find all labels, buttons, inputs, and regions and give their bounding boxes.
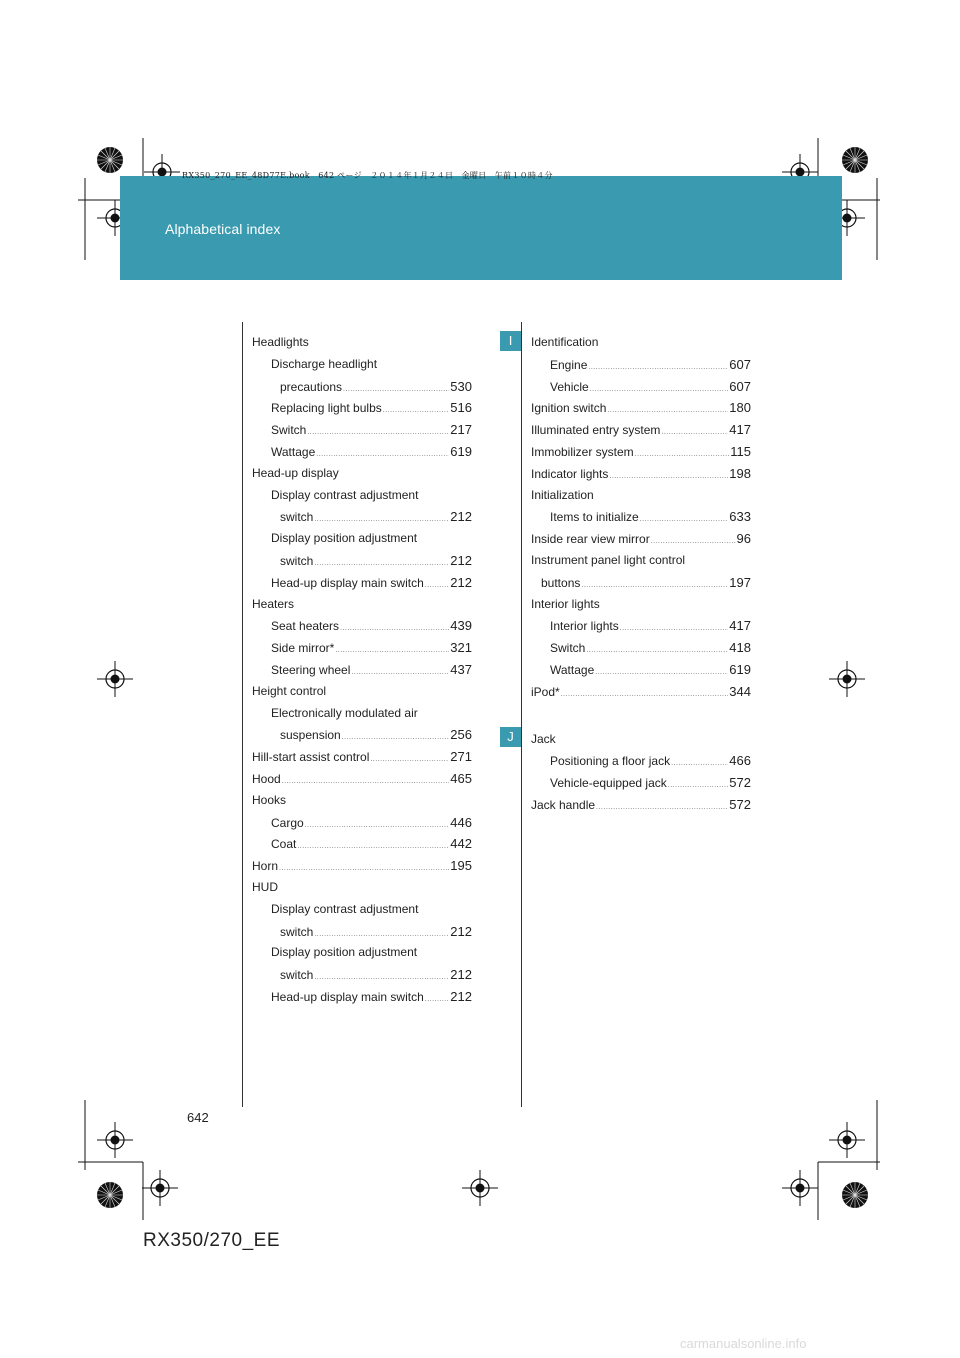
index-entry-page: 212 [450, 552, 472, 568]
index-entry-term: Hooks [252, 792, 287, 807]
index-entry [252, 921, 472, 943]
index-entry [531, 550, 751, 572]
index-entry-term: Items to initialize [550, 510, 639, 525]
index-entry-page: 212 [450, 574, 472, 590]
index-entry-term: Wattage [550, 662, 595, 677]
index-entry-term: switch [280, 510, 314, 525]
index-entry-page: 572 [729, 796, 751, 812]
index-entry-term: Side mirror* [271, 641, 335, 656]
index-entry-term: Jack handle [531, 797, 596, 812]
leader-dots [595, 662, 728, 684]
index-entry-term: Display position adjustment [271, 531, 418, 546]
index-entry-term: Electronically modulated air [271, 705, 418, 720]
index-entry-term: Jack [531, 731, 556, 746]
index-entry-page: 212 [450, 967, 472, 983]
leader-dots [561, 684, 729, 706]
index-entry-term: Head-up display main switch [271, 575, 424, 590]
index-entry [252, 877, 472, 899]
index-entry [531, 750, 751, 772]
index-entry-term: iPod* [531, 684, 560, 699]
leader-dots [635, 444, 730, 466]
index-entry-page: 619 [450, 443, 472, 459]
index-entry-term: Instrument panel light control [531, 552, 686, 567]
index-entry [531, 637, 751, 659]
index-entry-term: Indicator lights [531, 466, 609, 481]
index-entry-term: Positioning a floor jack [550, 754, 671, 769]
index-entry [531, 659, 751, 681]
index-entry-term: Replacing light bulbs [271, 401, 382, 416]
index-entry-term: switch [280, 553, 314, 568]
index-entry [252, 572, 472, 594]
index-entry-term: Head-up display main switch [271, 989, 424, 1004]
leader-dots [661, 422, 728, 444]
index-entry-term: Coat [271, 837, 297, 852]
index-group-j [531, 729, 751, 816]
index-entry-term: HUD [252, 879, 278, 894]
print-stamp: RX350_270_EE_48D77E.book 642 ページ ２０１４年１月２４日 金曜日 午前１０時４分 [182, 171, 553, 180]
index-entry-term: Height control [252, 683, 327, 698]
index-entry-page: 217 [450, 422, 472, 438]
letter-tab-j: J [500, 727, 521, 747]
index-entry-page: 516 [450, 400, 472, 416]
index-entry-term: Steering wheel [271, 662, 351, 677]
index-entry-page: 197 [729, 574, 751, 590]
index-entry-page: 465 [450, 770, 472, 786]
index-entry-term: Seat heaters [271, 619, 340, 634]
index-entry-page: 530 [450, 378, 472, 394]
index-entry-term: Hill-start assist control [252, 750, 370, 765]
watermark: carmanualsonline.info [680, 1336, 807, 1351]
index-entry-term: Immobilizer system [531, 444, 634, 459]
leader-dots [581, 575, 728, 597]
leader-dots [279, 858, 449, 880]
leader-dots [305, 815, 450, 837]
index-entry [531, 572, 751, 594]
index-entry [252, 812, 472, 834]
leader-dots [609, 466, 728, 488]
leader-dots [596, 797, 728, 819]
index-entry-term: Vehicle [550, 379, 589, 394]
index-entry-term: Headlights [252, 335, 309, 349]
index-entry [252, 528, 472, 550]
index-entry [531, 419, 751, 441]
index-entry [531, 794, 751, 816]
leader-dots [335, 640, 449, 662]
index-entry [252, 397, 472, 419]
index-entry [252, 768, 472, 790]
index-entry-term: Heaters [252, 596, 295, 611]
index-entry [252, 550, 472, 572]
leader-dots [383, 400, 450, 422]
index-entry-page: 572 [729, 775, 751, 791]
index-entry-term: Interior lights [550, 619, 619, 634]
index-entry [252, 855, 472, 877]
index-entry-page: 619 [729, 661, 751, 677]
index-entry [531, 376, 751, 398]
index-entry-term: buttons [541, 575, 581, 590]
index-entry-term: Initialization [531, 487, 594, 502]
index-entry-term: Switch [550, 641, 586, 656]
index-entry [252, 964, 472, 986]
leader-dots [340, 618, 449, 640]
leader-dots [425, 575, 450, 597]
leader-dots [282, 771, 450, 793]
index-entry [531, 485, 751, 507]
index-entry [252, 441, 472, 463]
index-column-left [252, 332, 472, 1008]
index-entry-term: Inside rear view mirror [531, 532, 650, 547]
index-entry-page: 417 [729, 618, 751, 634]
index-entry [252, 332, 472, 354]
leader-dots [297, 836, 449, 858]
index-entry [531, 463, 751, 485]
index-entry [252, 790, 472, 812]
index-entry-term: switch [280, 968, 314, 983]
index-entry [252, 506, 472, 528]
index-entry [252, 899, 472, 921]
index-entry-page: 271 [450, 749, 472, 765]
index-entry [531, 615, 751, 637]
index-entry [531, 332, 751, 354]
index-entry-term: Head-up display [252, 465, 339, 480]
index-entry-term: Ignition switch [531, 401, 607, 416]
leader-dots [351, 662, 449, 684]
index-entry-page: 180 [729, 400, 751, 416]
index-entry-term: switch [280, 924, 314, 939]
index-entry [531, 681, 751, 703]
index-entry [252, 681, 472, 703]
index-entry-term: Display contrast adjustment [271, 487, 419, 502]
column-rule-middle [521, 322, 522, 1107]
leader-dots [314, 967, 449, 989]
index-entry [531, 441, 751, 463]
leader-dots [314, 553, 449, 575]
group-spacer [531, 703, 751, 729]
index-entry-page: 344 [729, 683, 751, 699]
index-entry-page: 607 [729, 356, 751, 372]
leader-dots [607, 400, 728, 422]
index-entry-term: Wattage [271, 444, 316, 459]
leader-dots [425, 989, 450, 1011]
index-entry-page: 198 [729, 465, 751, 481]
column-rule-left [242, 322, 243, 1107]
index-entry-term: Interior lights [531, 596, 600, 611]
letter-tab-i: I [500, 331, 521, 351]
index-entry [252, 354, 472, 376]
section-title: Alphabetical index [165, 221, 281, 237]
index-entry [531, 506, 751, 528]
index-entry-page: 321 [450, 640, 472, 656]
index-entry [252, 419, 472, 441]
index-entry [252, 703, 472, 725]
leader-dots [586, 640, 728, 662]
leader-dots [342, 727, 450, 749]
index-entry [252, 463, 472, 485]
index-entry-page: 466 [729, 753, 751, 769]
index-entry-term: Display position adjustment [271, 945, 418, 960]
index-entry-term: Engine [550, 357, 588, 372]
leader-dots [640, 509, 729, 531]
index-entry-term: Illuminated entry system [531, 423, 661, 438]
index-entry [531, 354, 751, 376]
index-entry [531, 772, 751, 794]
book-code: RX350/270_EE [143, 1230, 280, 1251]
index-entry [252, 376, 472, 398]
index-entry-page: 437 [450, 661, 472, 677]
index-entry-term: Vehicle-equipped jack [550, 776, 667, 791]
index-entry-term: Display contrast adjustment [271, 901, 419, 916]
index-entry-term: Hood [252, 771, 281, 786]
index-entry [252, 986, 472, 1008]
index-entry-page: 256 [450, 727, 472, 743]
index-entry-term: suspension [280, 728, 341, 743]
leader-dots [343, 379, 449, 401]
index-entry-page: 96 [736, 531, 751, 547]
index-group-i [531, 332, 751, 703]
index-entry [252, 594, 472, 616]
index-entry-term: Discharge headlight [271, 356, 378, 371]
index-entry-term: precautions [280, 379, 343, 394]
index-entry-term: Cargo [271, 815, 304, 830]
leader-dots [370, 749, 449, 771]
index-entry-page: 212 [450, 509, 472, 525]
index-column-right [531, 332, 751, 816]
index-entry-page: 212 [450, 988, 472, 1004]
index-entry-page: 439 [450, 618, 472, 634]
index-entry-term: Horn [252, 859, 279, 874]
leader-dots [588, 357, 728, 379]
index-entry-page: 115 [730, 443, 751, 459]
leader-dots [671, 753, 728, 775]
index-entry-term: Switch [271, 423, 307, 438]
leader-dots [307, 422, 449, 444]
index-entry [252, 615, 472, 637]
index-entry-page: 607 [729, 378, 751, 394]
leader-dots [668, 775, 729, 797]
index-entry-page: 195 [450, 858, 472, 874]
index-entry [531, 528, 751, 550]
leader-dots [620, 618, 729, 640]
index-entry [252, 746, 472, 768]
leader-dots [590, 379, 729, 401]
index-entry [252, 833, 472, 855]
index-entry-page: 446 [450, 814, 472, 830]
index-entry [531, 397, 751, 419]
index-entry-page: 418 [729, 640, 751, 656]
index-entry-page: 212 [450, 923, 472, 939]
index-entry [252, 659, 472, 681]
page-number: 642 [187, 1110, 209, 1125]
index-entry [252, 637, 472, 659]
index-entry [531, 594, 751, 616]
index-entry [531, 729, 751, 751]
index-entry [252, 724, 472, 746]
index-entry-page: 417 [729, 422, 751, 438]
index-entry-term: Identification [531, 335, 599, 349]
index-entry-page: 633 [729, 509, 751, 525]
index-entry [252, 942, 472, 964]
index-entry [252, 485, 472, 507]
index-entry-page: 442 [450, 836, 472, 852]
